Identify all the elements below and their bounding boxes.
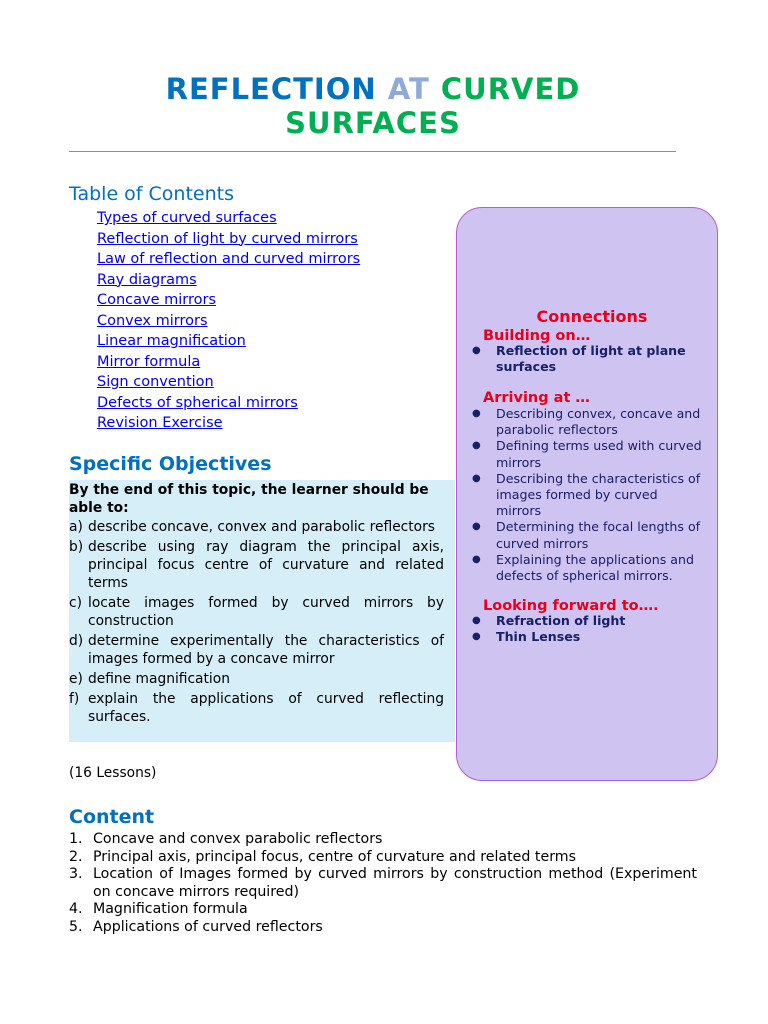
content-item [69,919,697,937]
list-item [470,519,702,551]
toc-link-law[interactable]: Law of reflection and curved mirrors [97,251,361,267]
list-item-text: Describing convex, concave and parabolic reflectors [496,406,701,438]
arriving-at-heading: Arriving at … [483,390,590,406]
toc-link-magnification[interactable]: Linear magnification [97,333,246,349]
objective-key: b) [69,539,84,555]
toc-item [97,372,360,393]
toc-item [97,229,360,250]
content-text: Magnification formula [93,901,248,917]
list-item [470,471,702,520]
looking-forward-heading: Looking forward to…. [483,598,659,614]
bullet-icon: ● [472,615,481,626]
toc-link-revision[interactable]: Revision Exercise [97,415,223,431]
content-list [69,831,697,936]
list-item-text: Determining the focal lengths of curved mirrors [496,519,701,551]
list-item-text: Defining terms used with curved mirrors [496,438,702,470]
bullet-icon: ● [472,440,481,452]
objective-key: e) [69,671,83,687]
bullet-icon: ● [472,521,481,533]
title-divider [69,151,676,152]
list-item [470,552,702,584]
building-on-list [470,343,702,375]
list-item-text: Refraction of light [496,613,626,628]
content-number: 1. [69,831,83,847]
objectives-block [69,481,444,728]
objective-item [69,670,444,688]
building-on-heading: Building on… [483,328,591,344]
toc-heading: Table of Contents [69,183,234,205]
toc-link-defects[interactable]: Defects of spherical mirrors [97,394,298,411]
list-item-text: Thin Lenses [496,629,581,645]
content-item [69,849,697,867]
looking-forward-list [470,613,702,645]
content-number: 5. [69,918,83,935]
toc-item [97,393,360,414]
objective-text: define magnification [88,671,230,687]
objective-item [69,518,444,536]
objective-item [69,632,444,668]
objectives-intro: By the end of this topic, the learner should be able to: [69,482,429,516]
title-word-curved: CURVED [440,72,581,106]
toc-item [97,208,360,229]
arriving-at-list [470,406,702,584]
objectives-heading: Specific Objectives [69,453,272,475]
bullet-icon: ● [472,408,481,419]
list-item-text: Reflection of light at plane surfaces [496,343,686,375]
bullet-icon: ● [472,345,481,356]
content-item [69,901,697,919]
bullet-icon: ● [472,553,481,565]
toc-link-concave[interactable]: Concave mirrors [97,292,217,308]
objective-text: describe concave, convex and parabolic reflectors [88,519,435,535]
bullet-icon: ● [472,472,481,484]
toc-item [97,249,360,270]
list-item-text: Explaining the applications and defects of spherical mirrors. [496,551,694,584]
objective-key: d) [69,633,84,649]
toc-item [97,413,360,434]
toc-link-mirror-formula[interactable]: Mirror formula [97,353,201,370]
list-item [470,406,702,438]
toc-item [97,290,360,311]
title-word-at: AT [387,72,430,106]
objective-text: determine experimentally the characteristics of images formed by a concave mirror [88,633,444,667]
content-text: Concave and convex parabolic reflectors [93,831,383,847]
objective-item [69,594,444,630]
list-item [470,613,702,629]
list-item [470,438,702,470]
content-text: Applications of curved reflectors [93,918,323,935]
toc-item [97,352,360,373]
connections-title: Connections [536,307,648,326]
objective-item [69,538,444,592]
content-number: 3. [69,866,83,882]
content-number: 2. [69,848,83,865]
content-text: Principal axis, principal focus, centre of curvature and related terms [93,848,576,865]
toc-link-sign-convention[interactable]: Sign convention [97,374,214,390]
objective-text: describe using ray diagram the principal axis, principal focus centre of curvature and related terms [88,539,444,591]
objective-key: c) [69,595,82,611]
content-number: 4. [69,901,83,917]
objective-key: f) [69,691,80,707]
toc-item [97,270,360,291]
objective-item [69,690,444,726]
title-word-reflection: REFLECTION [165,72,377,106]
toc-link-reflection[interactable]: Reflection of light by curved mirrors [97,230,358,247]
objective-text: explain the applications of curved reflecting surfaces. [88,691,444,725]
toc-item [97,311,360,332]
lesson-count: (16 Lessons) [69,765,157,781]
bullet-icon: ● [472,631,481,643]
toc-link-convex[interactable]: Convex mirrors [97,312,208,329]
content-text: Location of Images formed by curved mirrors by construction method (Experiment on concave mirrors required) [93,866,697,900]
content-heading: Content [69,806,155,828]
toc-list [97,208,360,434]
content-item [69,866,697,901]
toc-link-types[interactable]: Types of curved surfaces [97,210,277,226]
content-item [69,831,697,849]
page-title [0,72,746,140]
list-item [470,629,702,645]
title-word-surfaces: SURFACES [285,106,461,140]
toc-item [97,331,360,352]
toc-link-ray-diagrams[interactable]: Ray diagrams [97,271,197,288]
list-item-text: Describing the characteristics of images formed by curved mirrors [496,470,701,519]
objective-text: locate images formed by curved mirrors by construction [88,595,444,629]
list-item [470,343,702,375]
objective-key: a) [69,519,83,535]
